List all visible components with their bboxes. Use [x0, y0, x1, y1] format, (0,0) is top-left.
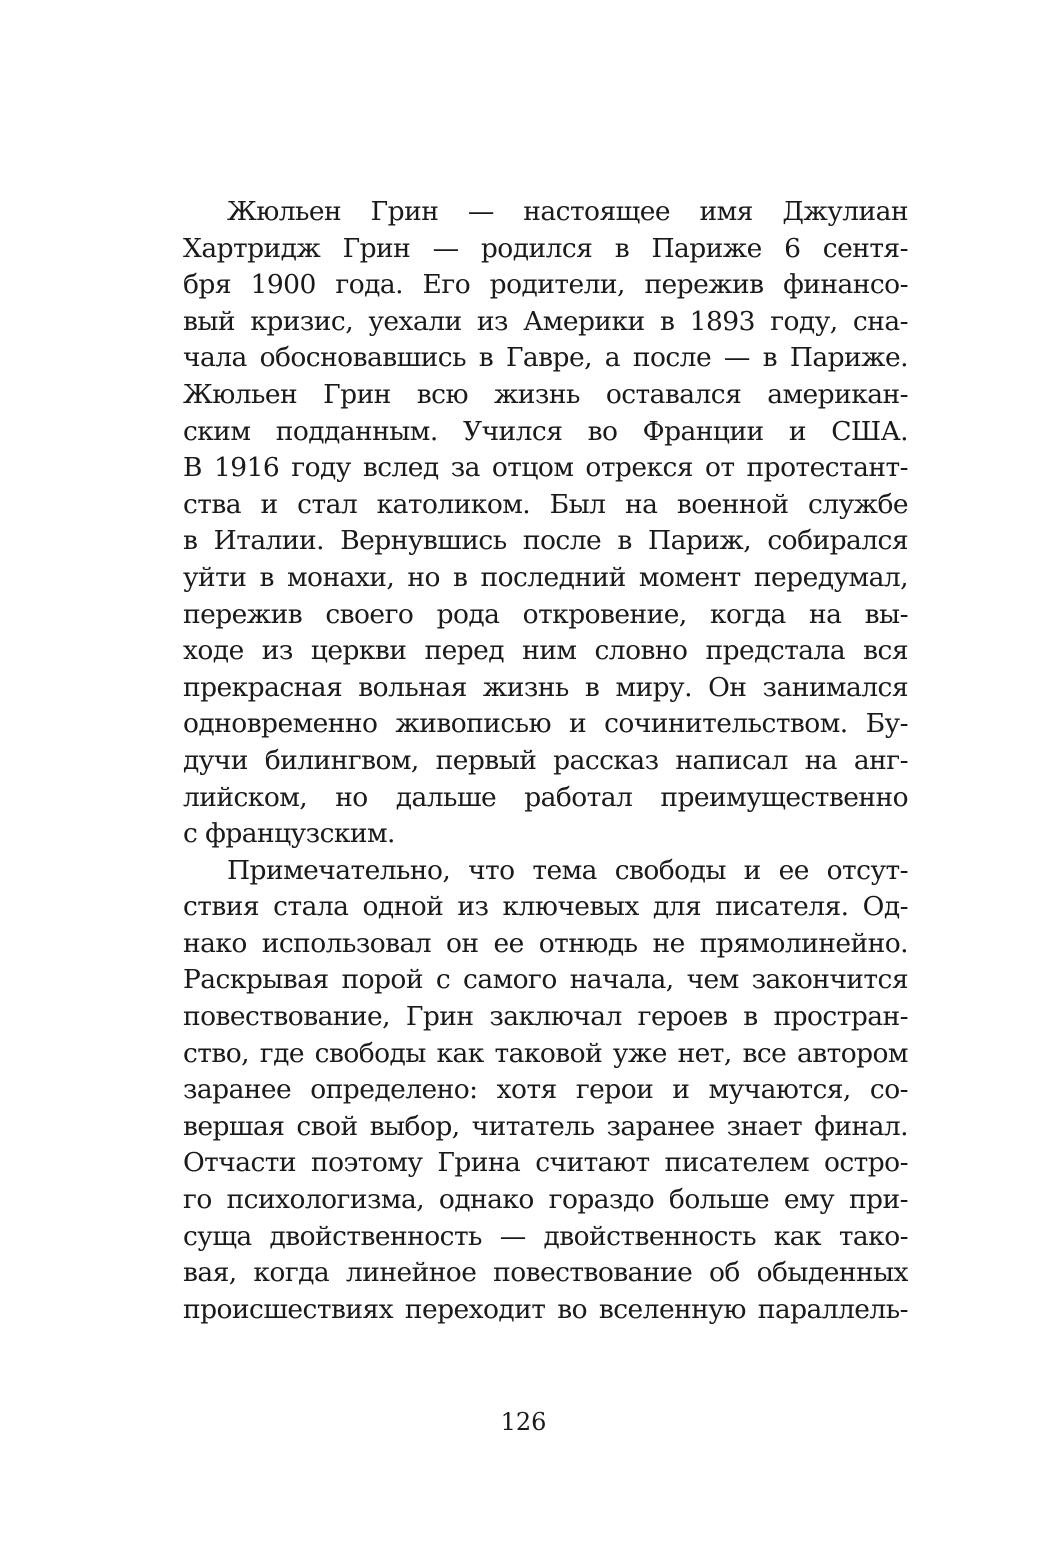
text-line: В 1916 году вслед за отцом отрекся от протестант- [183, 452, 908, 484]
text-line: ствия стала одной из ключевых для писателя. Од- [183, 891, 908, 923]
text-line: лийском, но дальше работал преимущественно [183, 781, 908, 813]
text-line: одновременно живописью и сочинительством. Бу- [183, 708, 908, 740]
text-line: чала обосновавшись в Гавре, а после — в Париже. [183, 342, 908, 374]
body-text [183, 194, 908, 1328]
text-line: происшествиях переходит во вселенную параллель- [183, 1293, 908, 1325]
text-line: дучи билингвом, первый рассказ написал на анг- [183, 744, 908, 776]
text-line: ства и стал католиком. Был на военной службе [183, 488, 908, 520]
text-line: вая, когда линейное повествование об обыденных [183, 1257, 908, 1289]
page-number: 126 [500, 1408, 547, 1436]
text-line: Жюльен Грин — настоящее имя Джулиан [227, 196, 908, 227]
text-line: нако использовал он ее отнюдь не прямолинейно. [183, 927, 908, 959]
text-line: вершая свой выбор, читатель заранее знает финал. [183, 1110, 908, 1142]
text-line: суща двойственность — двойственность как тако- [183, 1220, 908, 1252]
text-line: пережив своего рода откровение, когда на вы- [183, 598, 908, 630]
text-line: Хартридж Грин — родился в Париже 6 сентя- [183, 232, 908, 264]
text-line: уйти в монахи, но в последний момент передумал, [183, 561, 908, 593]
text-line: повествование, Грин заключал героев в простран- [183, 1001, 908, 1033]
text-line: с французским. [183, 818, 395, 850]
text-line: заранее определено: хотя герои и мучаются, со- [183, 1074, 908, 1106]
text-line: ским подданным. Учился во Франции и США. [183, 415, 908, 447]
text-line: вый кризис, уехали из Америки в 1893 году, сна- [183, 305, 908, 337]
text-line: ство, где свободы как таковой уже нет, все автором [183, 1037, 908, 1069]
text-line: Раскрывая порой с самого начала, чем закончится [183, 964, 908, 996]
text-line: бря 1900 года. Его родители, пережив финансо- [183, 269, 908, 301]
text-line: Отчасти поэтому Грина считают писателем остро- [183, 1147, 908, 1179]
text-line: в Италии. Вернувшись после в Париж, собирался [183, 525, 908, 557]
text-line: го психологизма, однако гораздо больше ему при- [183, 1184, 908, 1216]
text-line: Жюльен Грин всю жизнь оставался американ- [183, 378, 908, 410]
text-line: прекрасная вольная жизнь в миру. Он занимался [183, 671, 908, 703]
text-line: Примечательно, что тема свободы и ее отсут- [227, 854, 908, 886]
text-line: ходе из церкви перед ним словно предстала вся [183, 635, 908, 667]
